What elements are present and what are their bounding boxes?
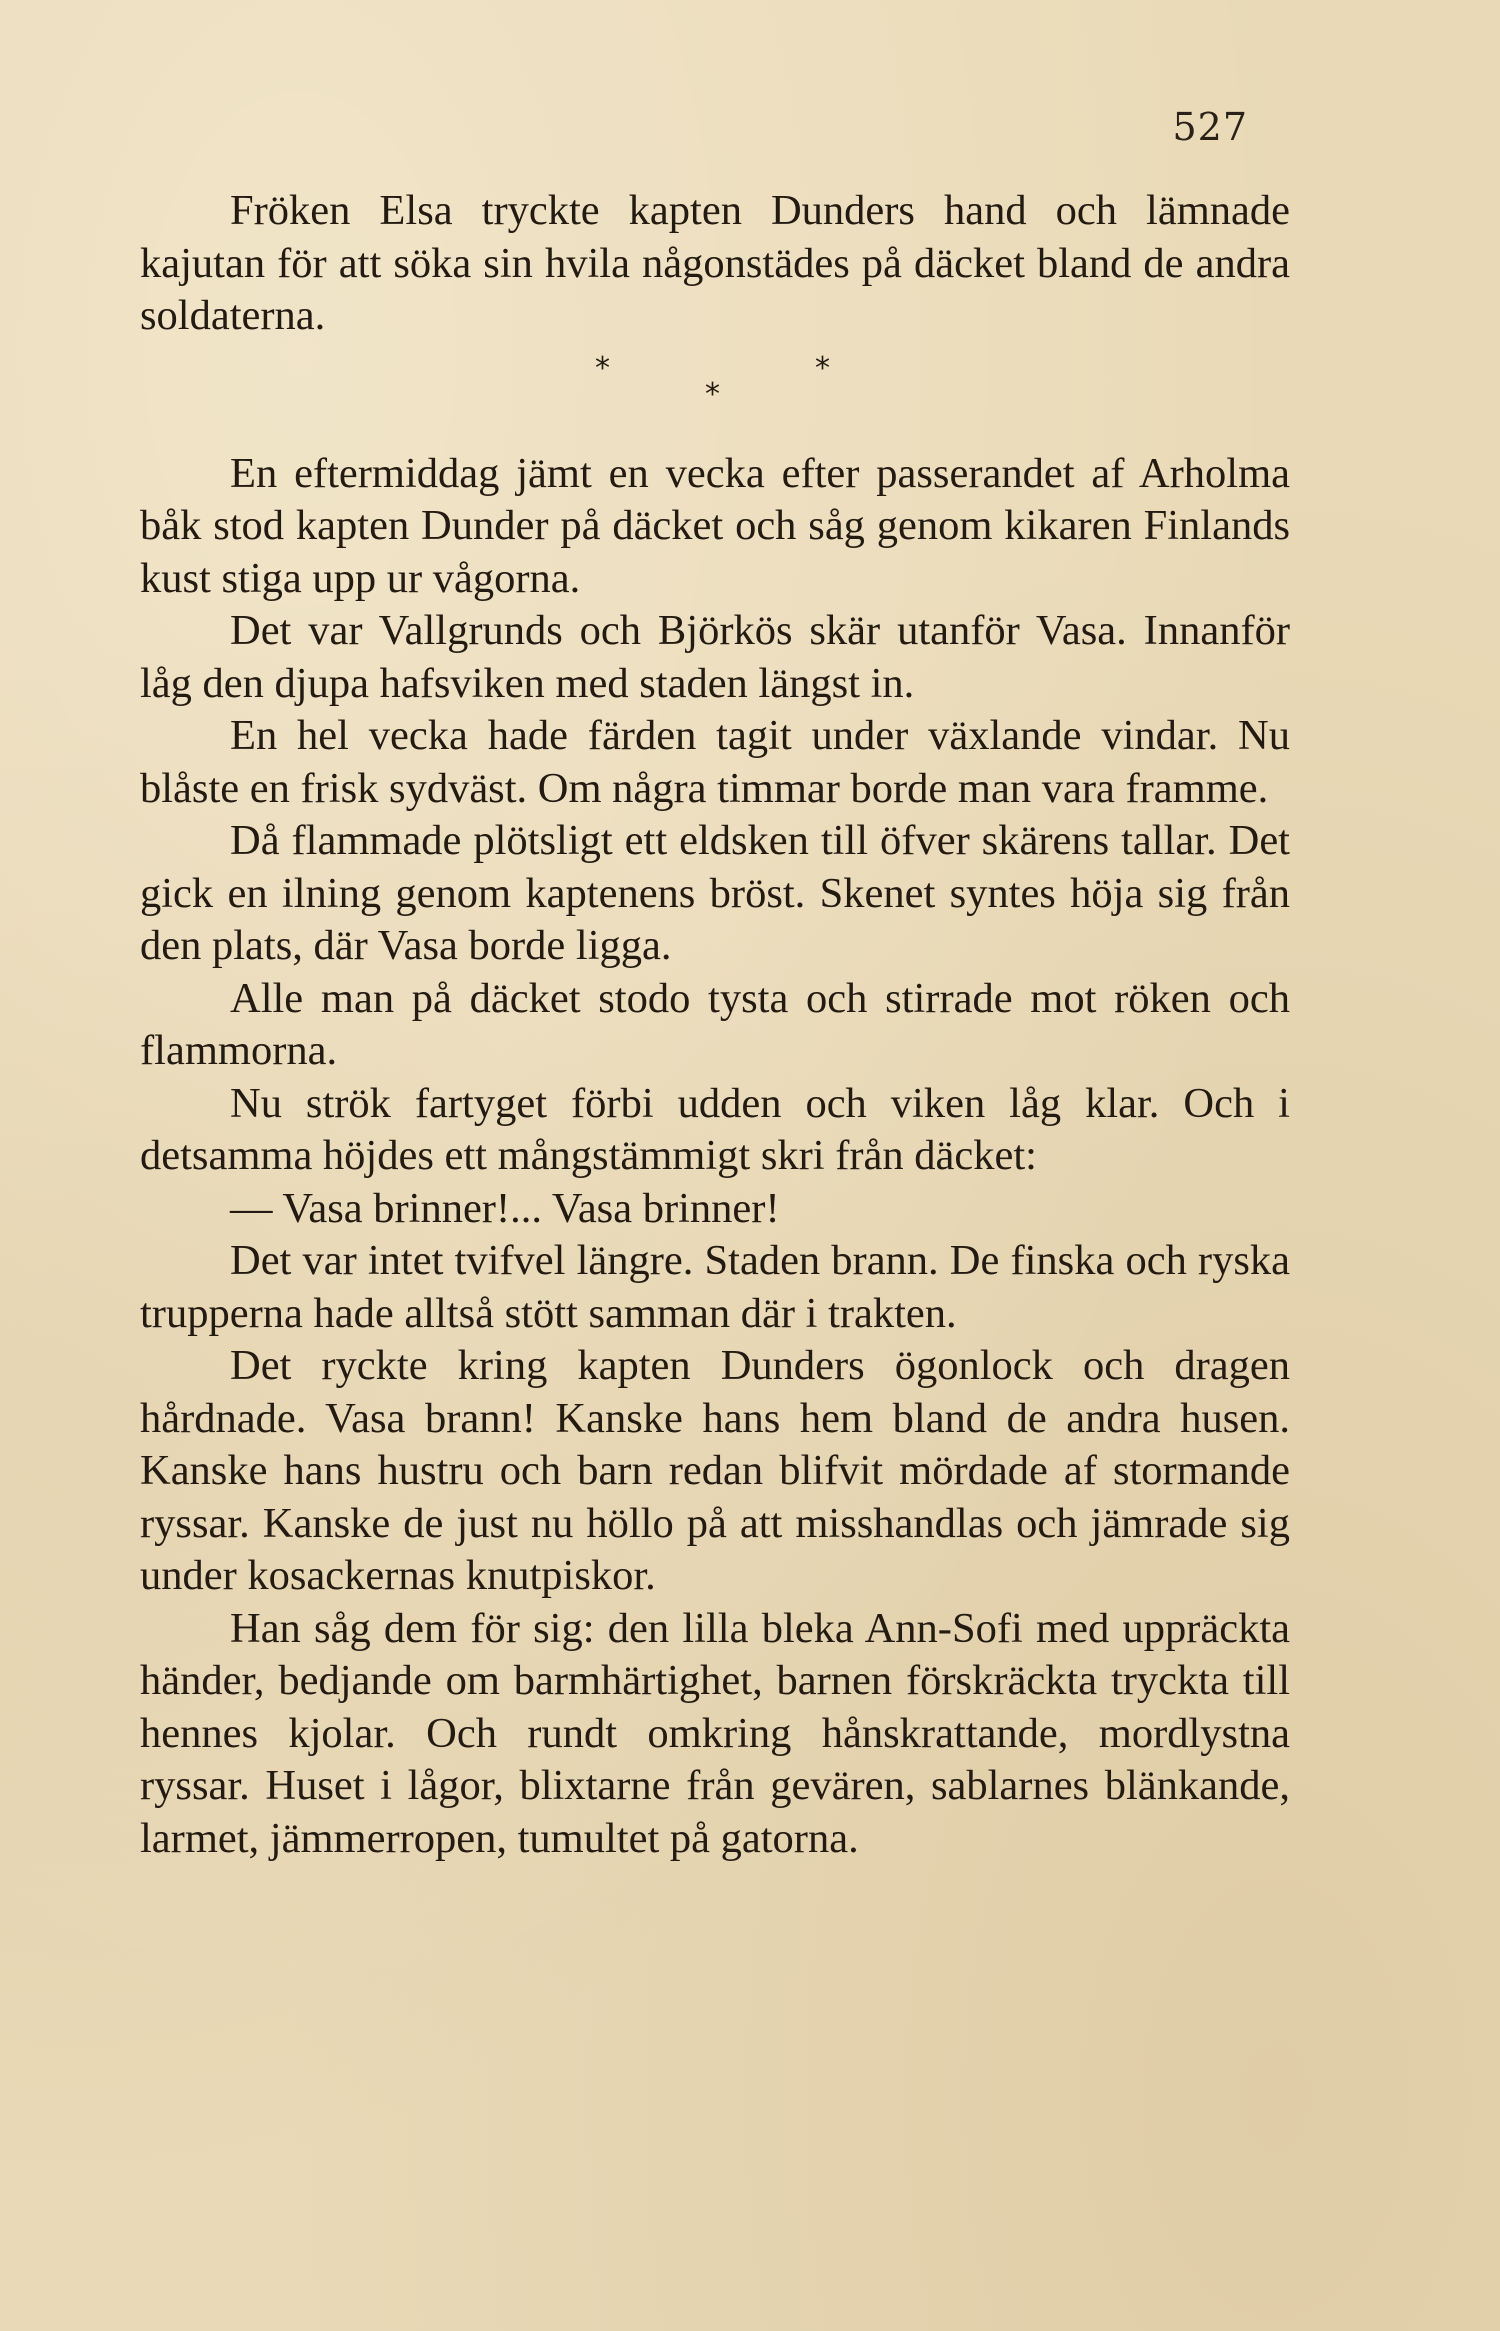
asterisk-mark: * bbox=[815, 350, 830, 386]
body-text bbox=[140, 185, 1290, 1865]
page-number: 527 bbox=[1172, 105, 1248, 149]
paragraph: En hel vecka hade färden tagit under växlande vindar. Nu blåste en frisk sydväst. Om några timmar borde man vara framme. bbox=[140, 712, 1290, 812]
paragraph: Det var Vallgrunds och Björkös skär utanför Vasa. Innanför låg den djupa hafsviken med staden längst in. bbox=[140, 607, 1290, 707]
paragraph: Alle man på däcket stodo tysta och stirrade mot röken och flammorna. bbox=[140, 974, 1290, 1074]
asterisk-mark: * bbox=[595, 350, 610, 386]
dialogue-line: — Vasa brinner!... Vasa brinner! bbox=[230, 1184, 780, 1232]
paragraph: Då flammade plötsligt ett eldsken till öfver skärens tallar. Det gick en ilning genom kaptenens bröst. Skenet syntes höja sig från den plats, där Vasa borde ligga. bbox=[140, 817, 1290, 969]
paragraph: Han såg dem för sig: den lilla bleka Ann-Sofi med uppräckta händer, bedjande om barmhärtighet, barnen förskräckta tryckta till hennes kjolar. Och rundt omkring hånskrattande, mordlystna ryssar. Huset i lågor, blixtarne från gevären, sablarnes blänkande, larmet, jämmerropen, tumultet på gatorna. bbox=[140, 1604, 1290, 1862]
paragraph: Fröken Elsa tryckte kapten Dunders hand och lämnade kajutan för att söka sin hvila någonstädes på däcket bland de andra soldaterna. bbox=[140, 187, 1290, 339]
paragraph: Nu strök fartyget förbi udden och viken låg klar. Och i detsamma höjdes ett mångstämmigt skri från däcket: bbox=[140, 1079, 1290, 1179]
paragraph: Det var intet tvifvel längre. Staden brann. De finska och ryska trupperna hade alltså stött samman där i trakten. bbox=[140, 1237, 1290, 1337]
paragraph: Det ryckte kring kapten Dunders ögonlock och dragen hårdnade. Vasa brann! Kanske hans hem bland de andra husen. Kanske hans hustru och barn redan blifvit mördade af stormande ryssar. Kanske de just nu höllo på att misshandlas och jämrade sig under kosackernas knutpiskor. bbox=[140, 1342, 1290, 1599]
asterisk-mark: * bbox=[705, 376, 720, 412]
paragraph: En eftermiddag jämt en vecka efter passerandet af Arholma båk stod kapten Dunder på däcket och såg genom kikaren Finlands kust stiga upp ur vågorna. bbox=[140, 449, 1290, 602]
section-separator bbox=[140, 343, 1290, 448]
